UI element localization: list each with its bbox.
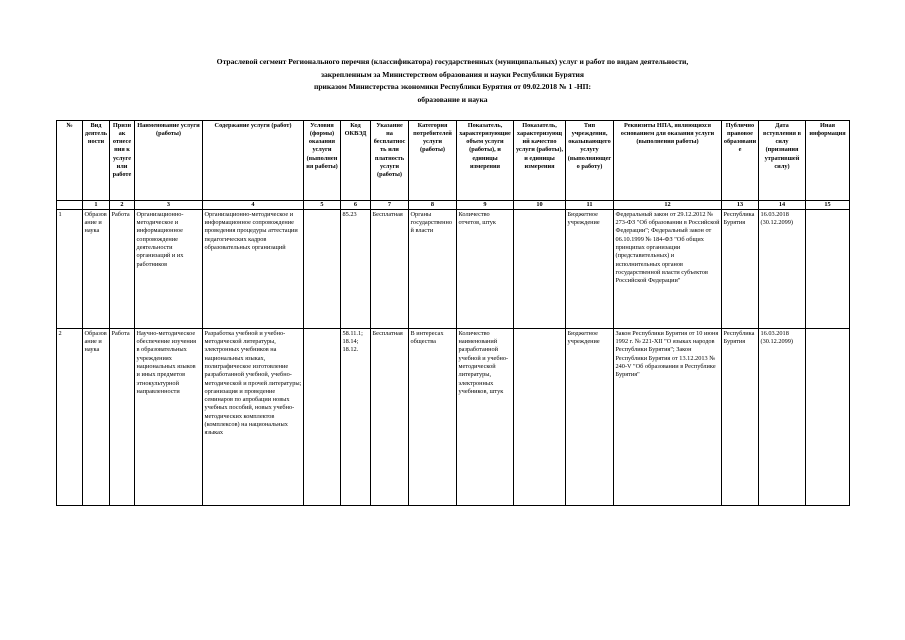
- cell-effective-date: 16.03.2018 (30.12.2099): [759, 329, 806, 506]
- col-header-okved: Код ОКВЭД: [341, 121, 371, 201]
- column-number: 1: [83, 201, 110, 210]
- column-number: 8: [409, 201, 457, 210]
- col-header-volume: Показатель, характеризующие объем услуги (работы), и единицы измерения: [457, 121, 514, 201]
- cell-name: Организационно-методическое и информационное сопровождение деятельности организаций и их работников: [135, 210, 203, 329]
- cell-volume: Количество наименований разработанной учебной и учебно-методической литературы, электронных учебников, штук: [457, 329, 514, 506]
- column-number: 4: [203, 201, 304, 210]
- cell-other-info: [806, 210, 850, 329]
- cell-content: Организационно-методическое и информационное сопровождение проведения процедуры аттестации педагогических кадров образовательных организаций: [203, 210, 304, 329]
- cell-conditions: [304, 329, 341, 506]
- table-row: [57, 210, 850, 329]
- column-number: 3: [135, 201, 203, 210]
- cell-conditions: [304, 210, 341, 329]
- cell-content: Разработка учебной и учебно-методической литературы, электронных учебников на национальных языках, полиграфическое изготовление разработанной учебной, учебно-методической и прочей литературы; организация и проведение семинаров по апробации новых учебных пособий, новых учебно-методических комплектов (комплексов) на национальных языках: [203, 329, 304, 506]
- header-line-3: приказом Министерства экономики Республики Бурятия от 09.02.2018 № 1 -НП:: [313, 82, 592, 91]
- column-number: [57, 201, 83, 210]
- cell-sign: Работа: [110, 329, 135, 506]
- column-number: 15: [806, 201, 850, 210]
- cell-npa: Закон Республики Бурятия от 10 июня 1992 г. № 221-XII "О языках народов Республики Бурятия"; Закон Республики Бурятия от 13.12.2013 № 240-V "Об образовании в Республике Бурятия": [614, 329, 722, 506]
- cell-public-entity: Республика Бурятия: [722, 329, 759, 506]
- column-number: 10: [514, 201, 566, 210]
- col-header-other-info: Иная информация: [806, 121, 850, 201]
- cell-activity: Образование и наука: [83, 210, 110, 329]
- cell-num: 1: [57, 210, 83, 329]
- cell-consumers: В интересах общества: [409, 329, 457, 506]
- cell-payment: Бесплатная: [371, 210, 409, 329]
- column-number: 11: [566, 201, 614, 210]
- col-header-content: Содержание услуги (работ): [203, 121, 304, 201]
- cell-npa: Федеральный закон от 29.12.2012 № 273-ФЗ "Об образовании в Российской Федерации"; Федеральный закон от 06.10.1999 № 184-ФЗ "Об общих принципах организации (представительных) и исполнительных органов государственной власти субъектов Российской Федерации": [614, 210, 722, 329]
- cell-okved: 85.23: [341, 210, 371, 329]
- cell-num: 2: [57, 329, 83, 506]
- col-header-payment: Указание на бесплатность или платность услуги (работы): [371, 121, 409, 201]
- col-header-effective-date: Дата вступления в силу (признания утратившей силу): [759, 121, 806, 201]
- cell-sign: Работа: [110, 210, 135, 329]
- column-number: 9: [457, 201, 514, 210]
- column-numbers-row: [57, 201, 850, 210]
- col-header-quality: Показатель, характеризующий качество услуги (работы), и единицы измерения: [514, 121, 566, 201]
- col-header-consumers: Категория потребителей услуги (работы): [409, 121, 457, 201]
- column-number: 5: [304, 201, 341, 210]
- col-header-name: Наименование услуги (работы): [135, 121, 203, 201]
- cell-name: Научно-методическое обеспечение изучения в образовательных учреждениях национальных языков и иных предметов этнокультурной направленности: [135, 329, 203, 506]
- column-number: 2: [110, 201, 135, 210]
- table-row: [57, 329, 850, 506]
- column-number: 12: [614, 201, 722, 210]
- cell-other-info: [806, 329, 850, 506]
- column-number: 13: [722, 201, 759, 210]
- cell-institution-type: Бюджетное учреждение: [566, 329, 614, 506]
- document-header: [60, 56, 845, 106]
- column-number: 14: [759, 201, 806, 210]
- cell-public-entity: Республика Бурятия: [722, 210, 759, 329]
- cell-effective-date: 16.03.2018 (30.12.2099): [759, 210, 806, 329]
- col-header-npa: Реквизиты НПА, являющихся основанием для оказания услуги (выполнения работы): [614, 121, 722, 201]
- services-register-table: [56, 120, 850, 506]
- cell-activity: Образование и наука: [83, 329, 110, 506]
- col-header-activity: Вид деятельности: [83, 121, 110, 201]
- col-header-sign: Признак отнесения к услуге или работе: [110, 121, 135, 201]
- cell-institution-type: Бюджетное учреждение: [566, 210, 614, 329]
- column-number: 7: [371, 201, 409, 210]
- col-header-conditions: Условия (формы) оказания услуги (выполнения работы): [304, 121, 341, 201]
- cell-quality: [514, 210, 566, 329]
- col-header-num: №: [57, 121, 83, 201]
- cell-quality: [514, 329, 566, 506]
- header-line-2: закрепленным за Министерством образования и науки Республики Бурятия: [320, 69, 585, 79]
- cell-okved: 58.11.1; 18.14; 18.12.: [341, 329, 371, 506]
- cell-payment: Бесплатная: [371, 329, 409, 506]
- cell-volume: Количество отчетов, штук: [457, 210, 514, 329]
- col-header-institution-type: Тип учреждения, оказывающего услугу (выполняющего работу): [566, 121, 614, 201]
- cell-consumers: Органы государственной власти: [409, 210, 457, 329]
- column-headers: [57, 121, 850, 201]
- column-number: 6: [341, 201, 371, 210]
- header-line-4: образование и наука: [417, 94, 488, 104]
- col-header-public-entity: Публично правовое образование: [722, 121, 759, 201]
- header-line-1: Отраслевой сегмент Регионального перечня (классификатора) государственных (муниципальных) услуг и работ по видам деятельности,: [216, 57, 689, 66]
